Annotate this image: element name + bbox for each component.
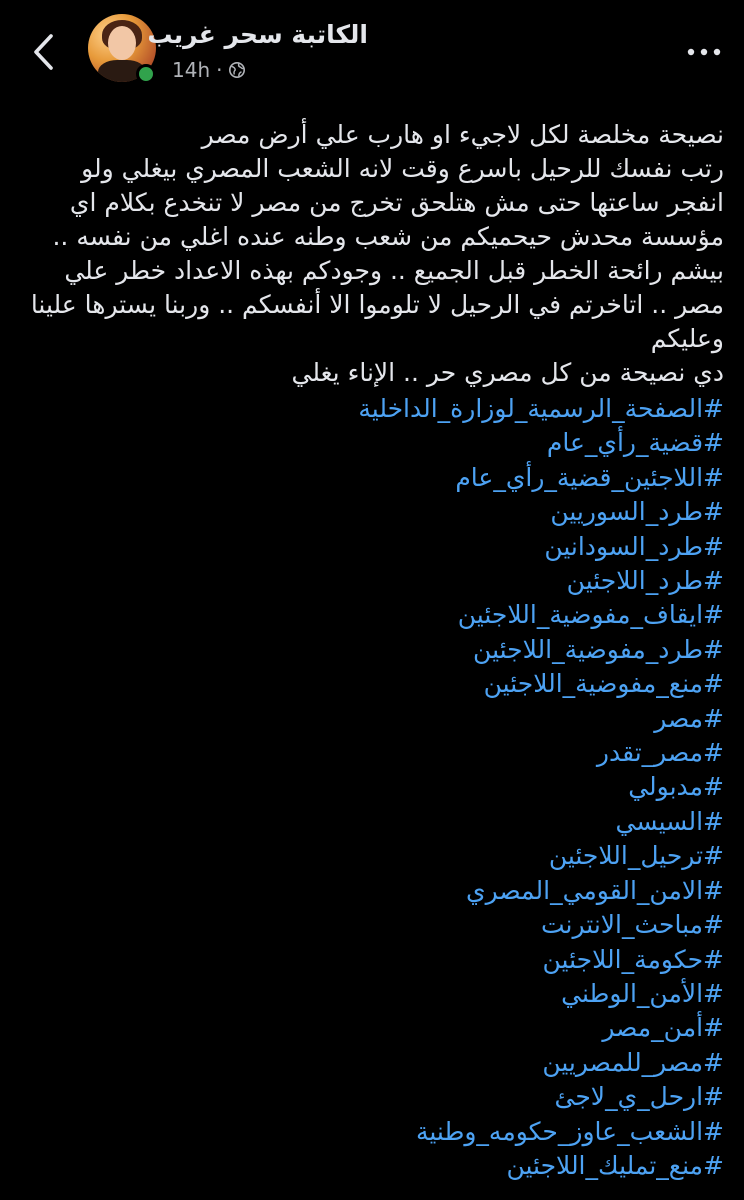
hashtag-link[interactable]: #مصر xyxy=(654,703,724,733)
hashtag-link[interactable]: #الامن_القومي_المصري xyxy=(466,875,724,905)
hashtag-link[interactable]: #قضية_رأي_عام xyxy=(546,428,724,458)
author-name[interactable]: الكاتبة سحر غريب xyxy=(147,20,368,49)
more-horizontal-icon xyxy=(686,47,722,57)
author-avatar[interactable] xyxy=(88,14,156,82)
hashtag-link[interactable]: #طرد_اللاجئين xyxy=(566,566,724,596)
hashtag-list xyxy=(12,392,724,1183)
hashtag-link[interactable]: #الأمن_الوطني xyxy=(561,978,724,1008)
hashtag-link[interactable]: #طرد_السوريين xyxy=(550,497,724,527)
post-text-line: انفجر ساعتها حتى مش هتلحق تخرج من مصر لا تنخدع بكلام اي xyxy=(69,188,724,217)
post-text-line: وعليكم xyxy=(650,324,724,353)
hashtag-link[interactable]: #أمن_مصر xyxy=(602,1013,724,1043)
hashtag-link[interactable]: #طرد_مفوضية_اللاجئين xyxy=(473,634,724,664)
hashtag-link[interactable]: #ترحيل_اللاجئين xyxy=(548,841,724,871)
chevron-left-icon xyxy=(32,33,54,71)
post-meta xyxy=(172,58,246,82)
hashtag-link[interactable]: #مصر_تقدر xyxy=(596,738,724,768)
post-text-line: دي نصيحة من كل مصري حر .. الإناء يغلي xyxy=(291,358,724,387)
post-text-line: نصيحة مخلصة لكل لاجيء او هارب علي أرض مصر xyxy=(201,120,724,149)
hashtag-link[interactable]: #ايقاف_مفوضية_اللاجئين xyxy=(457,600,724,630)
hashtag-link[interactable]: #اللاجئين_قضية_رأي_عام xyxy=(455,462,724,492)
globe-icon xyxy=(228,61,246,79)
hashtag-link[interactable]: #الصفحة_الرسمية_لوزارة_الداخلية xyxy=(358,394,724,423)
post-text-line: رتب نفسك للرحيل باسرع وقت لانه الشعب المصري بيغلي ولو xyxy=(81,154,724,183)
hashtag-link[interactable]: #مباحث_الانترنت xyxy=(540,910,724,940)
hashtag-link[interactable]: #منع_مفوضية_اللاجئين xyxy=(483,669,724,699)
hashtag-link[interactable]: #مدبولي xyxy=(628,772,724,802)
hashtag-link[interactable]: #مصر_للمصريين xyxy=(542,1047,724,1077)
hashtag-link[interactable]: #طرد_السودانين xyxy=(544,531,724,561)
meta-separator: · xyxy=(216,58,223,82)
hashtag-link[interactable]: #الشعب_عاوز_حكومه_وطنية xyxy=(415,1116,724,1146)
more-options-button[interactable] xyxy=(686,40,722,64)
online-status-icon xyxy=(136,64,156,84)
back-button[interactable] xyxy=(26,30,60,74)
post-time[interactable]: 14h xyxy=(172,58,211,82)
hashtag-link[interactable]: #السيسي xyxy=(615,806,724,836)
hashtag-link[interactable]: #منع_تمليك_اللاجئين xyxy=(506,1150,724,1180)
hashtag-link[interactable]: #حكومة_اللاجئين xyxy=(542,944,724,974)
hashtag-link[interactable]: #ارحل_ي_لاجئ xyxy=(554,1082,724,1112)
post-text-line: مؤسسة محدش حيحميكم من شعب وطنه عنده اغلي من نفسه .. xyxy=(52,222,724,251)
post-text-line: مصر .. اتاخرتم في الرحيل لا تلوموا الا أنفسكم .. وربنا يسترها علينا xyxy=(30,290,724,319)
post-header xyxy=(0,0,744,100)
post-text-line: بيشم رائحة الخطر قبل الجميع .. وجودكم بهذه الاعداد خطر علي xyxy=(64,256,724,285)
post-body xyxy=(12,118,724,1183)
